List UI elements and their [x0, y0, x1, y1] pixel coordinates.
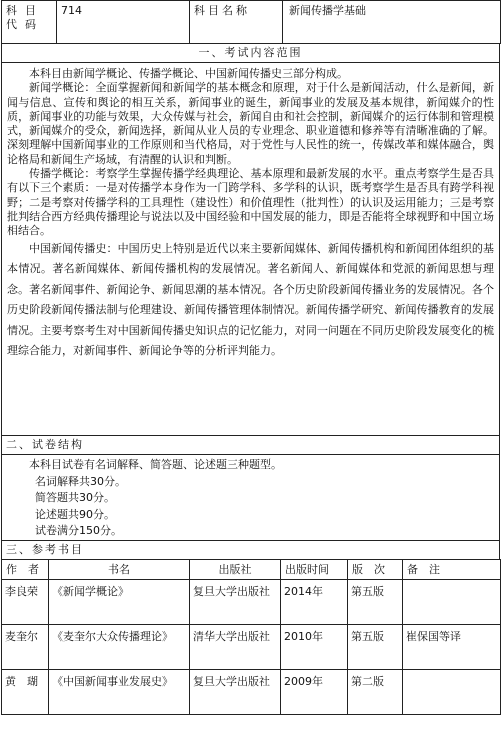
section2-line: 本科目试卷有名词解释、简答题、论述题三种题型。: [29, 458, 282, 471]
table-row: [2, 624, 501, 669]
subject-code: 714: [57, 1, 190, 44]
exam-syllabus-page: [1, 0, 500, 715]
book-publisher: 复旦大学出版社: [190, 579, 281, 624]
book-title: 《新闻学概论》: [49, 579, 190, 624]
section1-title: 一、考试内容范围: [2, 44, 500, 63]
col-pub-date: 出版时间: [281, 559, 348, 579]
book-publisher: 复旦大学出版社: [190, 669, 281, 714]
section1-body: [2, 63, 500, 436]
section2-line: 论述题共90分。: [35, 507, 115, 521]
book-title: 《麦奎尔大众传播理论》: [49, 624, 190, 669]
section1-para-communication: 传播学概论：考察学生掌握传播学经典理论、基本原理和最新发展的水平。重点考察学生是否具有以下三个素质：一是对传播学本身作为一门跨学科、多学科的认识，既考察学生是否具有跨学科视野；二是考察对传播学科的工具理性（建设性）和价值理性（批判性）的认识及运用能力；三是考察批判结合西方经典传播理论与说法以及中国经验和中国发展的能力，即是否能将全球视野和中国立场相结合。: [7, 167, 494, 238]
section-paper-structure: [1, 435, 500, 541]
subject-name-label: 科目名称: [190, 1, 283, 44]
book-notes: [403, 579, 501, 624]
section1-para-intro: 本科目由新闻学概论、传播学概论、中国新闻传播史三部分构成。: [29, 67, 348, 80]
col-publisher: 出版社: [190, 559, 281, 579]
col-title: 书名: [49, 559, 190, 579]
book-author: 麦奎尔: [2, 624, 49, 669]
section-reference-books: [1, 540, 500, 560]
book-pub-date: 2010年: [281, 624, 348, 669]
section-content-scope: [1, 43, 500, 436]
section2-line: 试卷满分150分。: [35, 524, 122, 537]
col-notes: 备 注: [403, 559, 501, 579]
book-edition: 第五版: [348, 579, 403, 624]
subject-name: 新闻传播学基础: [283, 1, 501, 44]
section1-para-journalism: 新闻学概论：全面掌握新闻和新闻学的基本概念和原理，对于什么是新闻活动，什么是新闻，新闻与信息、宣传和舆论的相互关系，新闻事业的诞生，新闻事业的发展及基本规律，新闻媒介的性质，新闻事业的功能与效果，大众传媒与社会，新闻自由和社会控制，新闻媒介的运行体制和管理模式，新闻媒介的受众，新闻选择，新闻从业人员的专业理念、职业道德和修养等有清晰准确的了解。深刻理解中国新闻事业的工作原则和当代格局，对于党性与人民性的统一，传媒改革和媒体融合，舆论格局和新闻生产场域，有清醒的认识和判断。: [7, 81, 494, 166]
book-notes: 崔保国等译: [403, 624, 501, 669]
section2-title: 二、试卷结构: [2, 436, 500, 455]
section2-body: [2, 455, 500, 541]
book-edition: 第二版: [348, 669, 403, 714]
book-pub-date: 2009年: [281, 669, 348, 714]
col-edition: 版 次: [348, 559, 403, 579]
section2-line: 简答题共30分。: [35, 491, 115, 504]
table-row: [2, 579, 501, 624]
col-author: 作 者: [2, 559, 49, 579]
book-author: 黄 瑚: [2, 669, 49, 714]
header-table: [1, 0, 501, 44]
book-title: 《中国新闻事业发展史》: [49, 669, 190, 714]
subject-code-label: 科目代码: [2, 1, 57, 44]
reference-books-table: [1, 559, 501, 715]
book-author: 李良荣: [2, 579, 49, 624]
books-header-row: [2, 559, 501, 579]
section3-title: 三、参考书目: [2, 540, 500, 559]
book-notes: [403, 669, 501, 714]
section1-para-history: 中国新闻传播史：中国历史上特别是近代以来主要新闻媒体、新闻传播机构和新闻团体组织的基本情况。著名新闻媒体、新闻传播机构的发展情况。著名新闻人、新闻媒体和党派的新闻思想与理念。著名新闻事件、新闻论争、新闻思潮的基本情况。各个历史阶段新闻传播业务的发展情况。各个历史阶段新闻传播法制与伦理建设、新闻传播管理体制情况。新闻传播学研究、新闻传播教育的发展情况。主要考察考生对中国新闻传播史知识点的记忆能力，对同一问题在不同历史阶段发展变化的梳理综合能力，对新闻事件、新闻论争等的分析评判能力。: [7, 241, 494, 358]
book-pub-date: 2014年: [281, 579, 348, 624]
table-row: [2, 669, 501, 714]
section2-line: 名词解释共30分。: [35, 474, 126, 488]
book-edition: 第五版: [348, 624, 403, 669]
book-publisher: 清华大学出版社: [190, 624, 281, 669]
